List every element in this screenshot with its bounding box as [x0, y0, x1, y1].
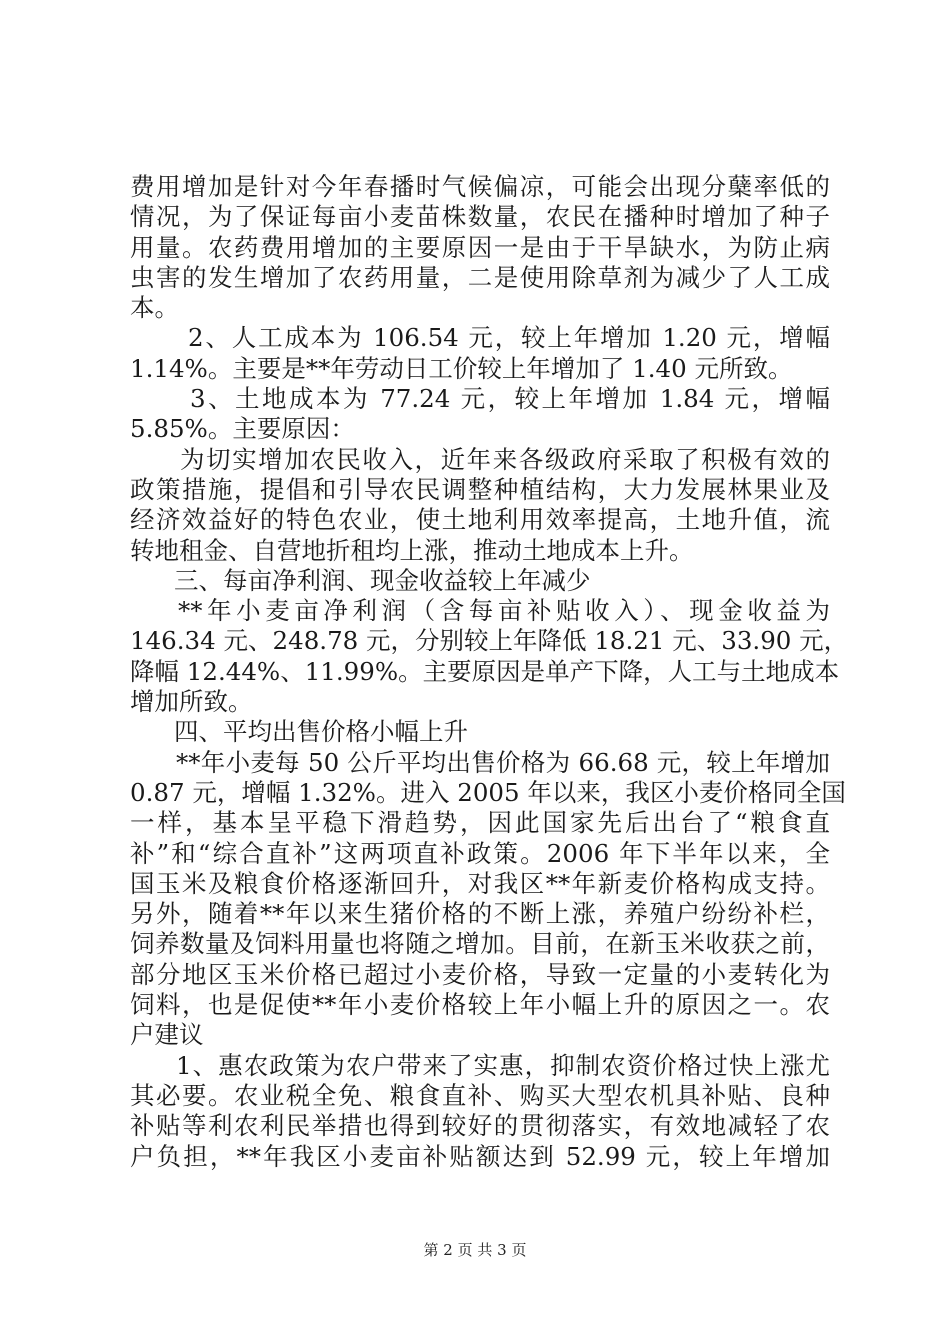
text-line: [130, 1081, 830, 1111]
text-line: [130, 566, 830, 596]
text-line: [130, 869, 830, 899]
text-line: [130, 839, 830, 869]
text-line-content: 国玉米及粮食价格逐渐回升，对我区**年新麦价格构成支持。: [130, 868, 830, 898]
text-line: [130, 687, 830, 717]
text-line: [130, 748, 830, 778]
text-line-content: 2、人工成本为 106.54 元，较上年增加 1.20 元，增幅: [188, 323, 830, 353]
text-line-content: 用量。农药费用增加的主要原因一是由于干旱缺水，为防止病: [130, 232, 830, 262]
text-line-content: 户建议: [130, 1020, 204, 1050]
text-line-content: 三、每亩净利润、现金收益较上年减少: [174, 565, 591, 595]
text-line: [130, 808, 830, 838]
text-line: [130, 233, 830, 263]
text-line-content: 146.34 元、248.78 元，分别较上年降低 18.21 元、33.90 元，: [130, 626, 849, 656]
text-line: [130, 414, 830, 444]
text-line-content: 政策措施，提倡和引导农民调整种植结构，大力发展林果业及: [130, 474, 830, 504]
text-line-content: 户负担，**年我区小麦亩补贴额达到 52.99 元，较上年增加: [130, 1141, 830, 1171]
text-line: [130, 1111, 830, 1141]
text-line-content: **年小麦亩净利润（含每亩补贴收入）、现金收益为: [178, 596, 830, 626]
text-line-content: 1.14%。主要是**年劳动日工价较上年增加了 1.40 元所致。: [130, 353, 793, 383]
text-line-content: 增加所致。: [130, 687, 253, 717]
text-line-content: 转地租金、自营地折租均上涨，推动土地成本上升。: [130, 535, 694, 565]
text-line-content: 0.87 元，增幅 1.32%。进入 2005 年以来，我区小麦价格同全国: [130, 777, 846, 807]
text-line-content: 饲料，也是促使**年小麦价格较上年小幅上升的原因之一。农: [130, 990, 830, 1020]
text-line-content: **年小麦每 50 公斤平均出售价格为 66.68 元，较上年增加: [176, 747, 830, 777]
text-line: [130, 960, 830, 990]
text-line: [130, 445, 830, 475]
text-line-content: 情况，为了保证每亩小麦苗株数量，农民在播种时增加了种子: [130, 202, 830, 232]
text-line-content: 其必要。农业税全免、粮食直补、购买大型农机具补贴、良种: [130, 1080, 830, 1110]
text-line: [130, 1051, 830, 1081]
text-line-content: 经济效益好的特色农业，使土地利用效率提高，土地升值，流: [130, 505, 830, 535]
text-line-content: 为切实增加农民收入，近年来各级政府采取了积极有效的: [180, 444, 830, 474]
text-line: [130, 172, 830, 202]
document-body: [130, 172, 849, 1172]
text-line: [130, 323, 830, 353]
text-line-content: 另外，随着**年以来生猪价格的不断上涨，养殖户纷纷补栏，: [130, 899, 830, 929]
text-line: [130, 475, 830, 505]
text-line: [130, 717, 830, 747]
text-line-content: 部分地区玉米价格已超过小麦价格，导致一定量的小麦转化为: [130, 959, 830, 989]
text-line: [130, 656, 840, 687]
text-line: [130, 536, 830, 566]
text-line-content: 饲养数量及饲料用量也将随之增加。目前，在新玉米收获之前，: [130, 929, 830, 959]
text-line-content: 5.85%。主要原因：: [130, 414, 355, 444]
text-line: [130, 929, 830, 959]
text-line-content: 四、平均出售价格小幅上升: [174, 717, 468, 747]
text-line-content: 一样，基本呈平稳下滑趋势，因此国家先后出台了“粮食直: [130, 808, 830, 838]
text-line-content: 1、惠农政策为农户带来了实惠，抑制农资价格过快上涨尤: [176, 1050, 830, 1080]
page-footer: 第 2 页 共 3 页: [423, 1241, 527, 1259]
text-line-content: 虫害的发生增加了农药用量，二是使用除草剂为减少了人工成: [130, 262, 830, 292]
text-line: [130, 990, 830, 1020]
text-line: [130, 263, 830, 293]
text-line: [130, 293, 830, 323]
text-line-content: 补”和“综合直补”这两项直补政策。2006 年下半年以来，全: [130, 838, 830, 868]
text-line: [130, 1142, 830, 1172]
text-line-content: 费用增加是针对今年春播时气候偏凉，可能会出现分蘖率低的: [130, 172, 830, 201]
text-line: [130, 384, 830, 414]
text-line: [130, 202, 830, 232]
text-line: [130, 596, 830, 626]
text-line: [130, 1020, 830, 1050]
text-line: [130, 505, 830, 535]
text-line-content: 本。: [130, 293, 179, 323]
text-line: [130, 777, 846, 808]
text-line-content: 3、土地成本为 77.24 元，较上年增加 1.84 元，增幅: [190, 384, 830, 414]
text-line-content: 降幅 12.44%、11.99%。主要原因是单产下降，人工与土地成本: [130, 656, 840, 686]
text-line-content: 补贴等利农利民举措也得到较好的贯彻落实，有效地减轻了农: [130, 1111, 830, 1141]
text-line: [130, 354, 830, 384]
text-line: [130, 899, 830, 929]
text-line: [130, 626, 849, 656]
